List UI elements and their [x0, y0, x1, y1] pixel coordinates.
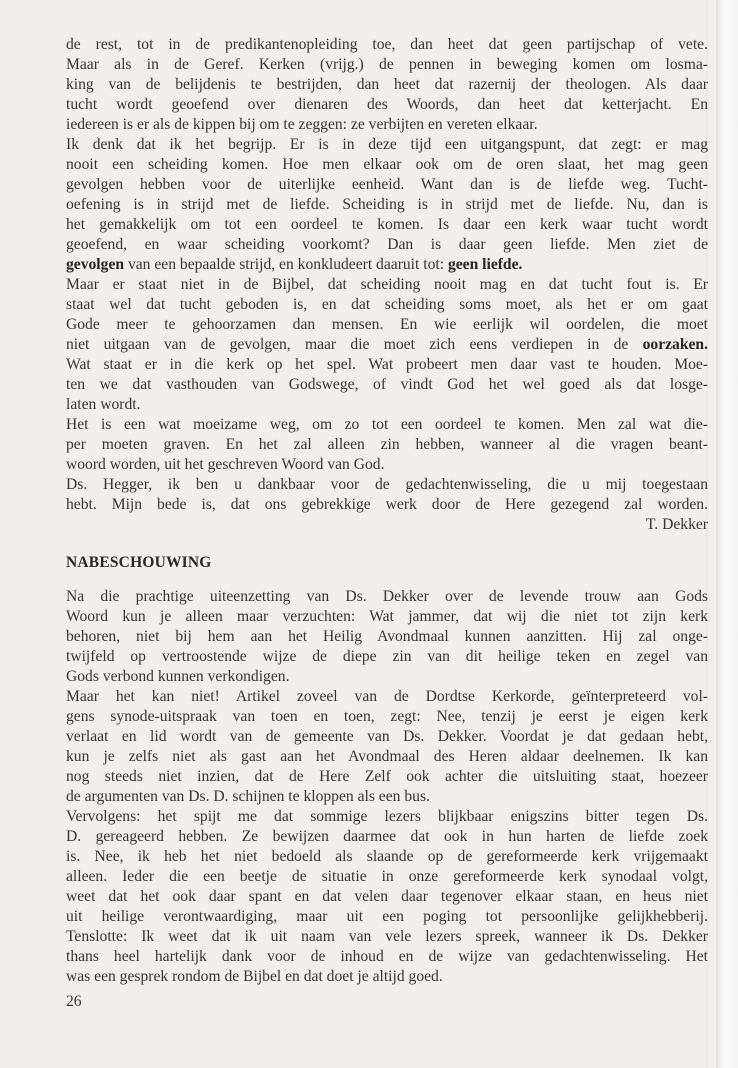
- text-run: woord worden, uit het geschreven Woord van God.: [66, 456, 385, 473]
- text-line: [66, 767, 708, 787]
- text-line: [66, 587, 708, 607]
- text-run: D. gereageerd hebben. Ze bewijzen daarmee dat ook in hun harten de liefde zoek: [66, 828, 708, 845]
- text-run: van een bepaalde strijd, en konkludeert daaruit tot:: [124, 256, 448, 273]
- text-line: [66, 647, 708, 667]
- text-line: [66, 967, 708, 987]
- text-run: het gemakkelijk om tot een oordeel te komen. Is daar een kerk waar tucht wordt: [66, 216, 708, 233]
- text-run: hebt. Mijn bede is, dat ons gebrekkige werk door de Here gezegend zal worden.: [66, 496, 708, 513]
- text-line: [66, 255, 708, 275]
- text-run: thans heel hartelijk dank voor de inhoud en de wijze van gedachtenwisseling. Het: [66, 948, 708, 965]
- text-line: [66, 375, 708, 395]
- text-line: [66, 195, 708, 215]
- text-run: niet uitgaan van de gevolgen, maar die moet zich eens verdiepen in de: [66, 336, 643, 353]
- text-line: [66, 395, 708, 415]
- text-line: [66, 355, 708, 375]
- letter-body: [66, 35, 708, 515]
- text-run: oefening is in strijd met de liefde. Scheiding is in strijd met de liefde. Nu, dan is: [66, 196, 708, 213]
- text-line: [66, 75, 708, 95]
- bold-text: geen liefde.: [447, 256, 523, 273]
- text-run: tucht wordt geoefend over dienaren des Woords, dan heet dat ketterjacht. En: [66, 96, 708, 113]
- text-run: weet dat het ook daar spant en dat velen daar tegenover elkaar staan, en heus niet: [66, 888, 708, 905]
- text-run: Maar het kan niet! Artikel zoveel van de Dordtse Kerkorde, geïnterpreteerd vol-: [66, 688, 708, 705]
- text-run: Ds. Hegger, ik ben u dankbaar voor de gedachtenwisseling, die u mij toegestaan: [66, 476, 708, 493]
- bold-text: oorzaken.: [642, 336, 708, 353]
- text-run: gevolgen hebben voor de uiterlijke eenheid. Want dan is de liefde weg. Tucht-: [66, 176, 708, 193]
- text-run: iedereen is er als de kippen bij om te zeggen: ze verbijten en vereten elkaar.: [66, 116, 538, 133]
- text-run: was een gesprek rondom de Bijbel en dat doet je altijd goed.: [66, 968, 443, 985]
- text-line: [66, 667, 708, 687]
- text-run: Gods verbond kunnen verkondigen.: [66, 668, 290, 685]
- text-run: Vervolgens: het spijt me dat sommige lezers blijkbaar enigszins bitter tegen Ds.: [66, 808, 708, 825]
- text-line: [66, 707, 708, 727]
- text-run: Woord kun je alleen maar verzuchten: Wat jammer, dat wij die niet tot zijn kerk: [66, 608, 708, 625]
- text-line: [66, 627, 708, 647]
- text-line: [66, 175, 708, 195]
- text-line: [66, 687, 708, 707]
- text-line: [66, 315, 708, 335]
- text-run: per moeten graven. En het zal alleen zin hebben, wanneer al die vragen beant-: [66, 436, 708, 453]
- text-run: nooit een scheiding komen. Hoe men elkaar ook om de oren slaat, het mag geen: [66, 156, 708, 173]
- text-line: [66, 747, 708, 767]
- afterword-body: [66, 587, 708, 987]
- text-line: [66, 927, 708, 947]
- signature-block: [66, 515, 708, 535]
- text-line: [66, 867, 708, 887]
- text-run: Tenslotte: Ik weet dat ik uit naam van vele lezers spreek, wanneer ik Ds. Dekker: [66, 928, 708, 945]
- text-line: [66, 275, 708, 295]
- text-run: Gode meer te gehoorzamen dan mensen. En wie eerlijk wil oordelen, die moet: [66, 316, 708, 333]
- text-run: nog steeds niet inzien, dat de Here Zelf ook achter die uitsluiting staat, hoezeer: [66, 768, 708, 785]
- text-run: behoren, niet bij hem aan het Heilig Avondmaal kunnen aanzitten. Hij zal onge-: [66, 628, 708, 645]
- page-edge: [716, 0, 738, 1068]
- text-run: Maar er staat niet in de Bijbel, dat scheiding nooit mag en dat tucht fout is. Er: [66, 276, 708, 293]
- text-line: [66, 215, 708, 235]
- text-run: Het is een wat moeizame weg, om zo tot een oordeel te komen. Men zal wat die-: [66, 416, 708, 433]
- text-run: Ik denk dat ik het begrijp. Er is in deze tijd een uitgangspunt, dat zegt: er mag: [66, 136, 708, 153]
- text-line: [66, 115, 708, 135]
- text-line: [66, 827, 708, 847]
- text-line: [66, 807, 708, 827]
- text-line: [66, 475, 708, 495]
- text-line: [66, 727, 708, 747]
- section-heading: NABESCHOUWING: [66, 554, 212, 571]
- text-run: verlaat en lid wordt van de gemeente van Ds. Dekker. Voordat je dat gedaan hebt,: [66, 728, 708, 745]
- text-line: [66, 607, 708, 627]
- text-run: Wat staat er in die kerk op het spel. Wat probeert men daar vast te houden. Moe-: [66, 356, 708, 373]
- text-run: geoefend, en waar scheiding voorkomt? Dan is daar geen liefde. Men ziet de: [66, 236, 708, 253]
- bold-text: gevolgen: [66, 256, 125, 273]
- text-line: [66, 947, 708, 967]
- text-line: [66, 295, 708, 315]
- text-run: alleen. Ieder die een beetje de situatie in onze gereformeerde kerk synodaal volgt,: [66, 868, 708, 885]
- text-line: [66, 155, 708, 175]
- text-run: king van de belijdenis te bestrijden, dan heet dat razernij der theologen. Als daar: [66, 76, 708, 93]
- text-run: is. Nee, ik heb het niet bedoeld als slaande op de gereformeerde kerk vrijgemaakt: [66, 848, 708, 865]
- text-run: ten we dat vasthouden van Godswege, of vindt God het wel goed als dat losge-: [66, 376, 708, 393]
- text-line: [66, 435, 708, 455]
- text-run: gens synode-uitspraak van toen en toen, zegt: Nee, tenzij je eerst je eigen kerk: [66, 708, 708, 725]
- text-line: [66, 907, 708, 927]
- text-line: [66, 135, 708, 155]
- text-line: [66, 95, 708, 115]
- page-number: 26: [66, 993, 82, 1010]
- text-run: Na die prachtige uiteenzetting van Ds. Dekker over de levende trouw aan Gods: [66, 588, 708, 605]
- text-run: Maar als in de Geref. Kerken (vrijg.) de pennen in beweging komen om losma-: [66, 56, 708, 73]
- text-run: staat wel dat tucht geboden is, en dat scheiding soms moet, als het er om gaat: [66, 296, 708, 313]
- text-line: [66, 495, 708, 515]
- text-line: [66, 847, 708, 867]
- text-line: [66, 415, 708, 435]
- text-line: [66, 55, 708, 75]
- text-run: laten wordt.: [66, 396, 141, 413]
- text-line: [66, 35, 708, 55]
- text-run: kun je zelfs niet als gast aan het Avondmaal des Heren aldaar deelnemen. Ik kan: [66, 748, 708, 765]
- text-run: uit heilige verontwaardiging, maar uit een poging tot persoonlijke gelijkhebberij.: [66, 908, 708, 925]
- text-run: twijfeld op vertroostende wijze de diepe zin van dit heilige teken en zegel van: [66, 648, 708, 665]
- text-line: [66, 787, 708, 807]
- text-line: [66, 335, 708, 355]
- text-run: de rest, tot in de predikantenopleiding toe, dan heet dat geen partijschap of vete.: [66, 36, 708, 53]
- text-line: [66, 455, 708, 475]
- signature: T. Dekker: [645, 516, 708, 533]
- text-line: [66, 887, 708, 907]
- text-line: [66, 235, 708, 255]
- text-run: de argumenten van Ds. D. schijnen te kloppen als een bus.: [66, 788, 430, 805]
